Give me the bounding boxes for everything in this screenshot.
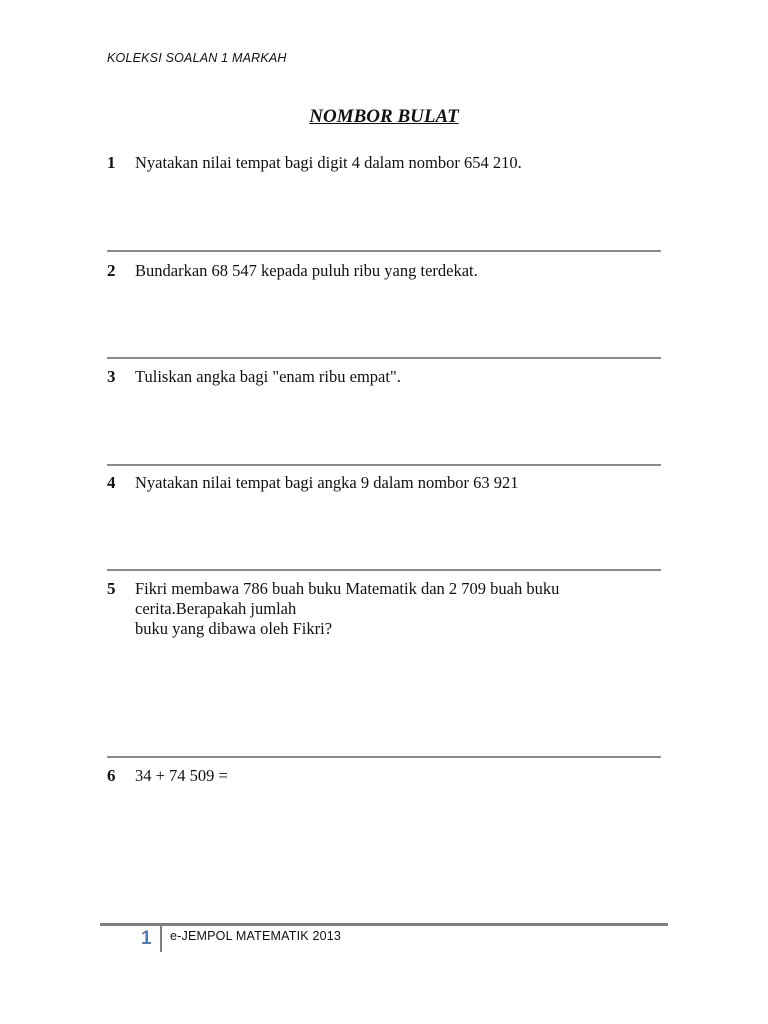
question-line: 34 + 74 509 = [135, 766, 228, 785]
answer-separator [107, 464, 661, 466]
question-line: cerita.Berapakah jumlah [135, 599, 297, 618]
question-line: Bundarkan 68 547 kepada puluh ribu yang terdekat. [135, 261, 478, 280]
footer-text: e-JEMPOL MATEMATIK 2013 [170, 929, 342, 943]
answer-separator [107, 357, 661, 359]
document-header: KOLEKSI SOALAN 1 MARKAH [107, 51, 287, 65]
page-number: 1 [141, 928, 152, 949]
question-number: 4 [107, 473, 116, 492]
question-number: 1 [107, 153, 116, 172]
question-number: 5 [107, 579, 116, 598]
question-number: 3 [107, 367, 116, 386]
footer-divider [160, 926, 162, 952]
question-number: 6 [107, 766, 116, 785]
question-text [135, 766, 635, 786]
question-text [135, 473, 635, 493]
question-line: Nyatakan nilai tempat bagi digit 4 dalam nombor 654 210. [135, 153, 522, 172]
question-line: Fikri membawa 786 buah buku Matematik dan 2 709 buah buku [135, 579, 560, 598]
footer-rule [100, 923, 668, 926]
question-line: buku yang dibawa oleh Fikri? [135, 619, 333, 638]
answer-separator [107, 250, 661, 252]
question-number: 2 [107, 261, 116, 280]
question-text [135, 579, 635, 639]
page-title: NOMBOR BULAT [309, 106, 459, 127]
question-line: Tuliskan angka bagi "enam ribu empat". [135, 367, 401, 386]
answer-separator [107, 569, 661, 571]
question-text [135, 153, 635, 173]
answer-separator [107, 756, 661, 758]
question-line: Nyatakan nilai tempat bagi angka 9 dalam nombor 63 921 [135, 473, 519, 492]
question-text [135, 367, 635, 387]
question-text [135, 261, 635, 281]
